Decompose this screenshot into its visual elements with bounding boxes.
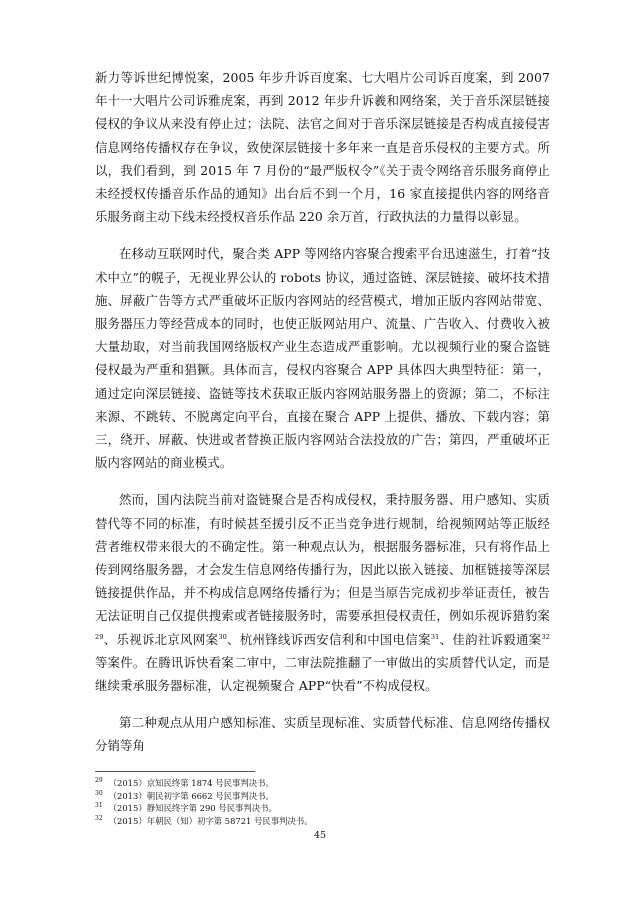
footnote-ref-31[interactable]: 31	[430, 632, 440, 641]
footnote-number: 31	[95, 802, 103, 810]
footnote-ref-30[interactable]: 30	[218, 632, 227, 641]
footnotes	[95, 777, 550, 827]
footnote-32	[95, 815, 550, 828]
footnote-number: 32	[95, 814, 103, 822]
footnote-31	[95, 802, 550, 815]
footnote-number: 29	[95, 777, 103, 785]
footnote-text: （2015）京知民终第 1874 号民事判决书。	[108, 778, 274, 788]
paragraph-3-text-d: 、佳韵社诉毅通案	[439, 631, 542, 647]
footnote-divider	[95, 771, 255, 772]
paragraph-4: 第二种观点从用户感知标准、实质呈现标准、实质替代标准、信息网络传播权分销等角	[95, 715, 550, 754]
footnote-text: （2015）年朝民（知）初字第 58721 号民事判决书。	[108, 815, 313, 826]
page-number: 45	[313, 830, 327, 841]
footnote-ref-29[interactable]: 29	[95, 632, 104, 641]
footnote-30	[95, 790, 550, 803]
footnote-number: 30	[95, 789, 103, 797]
footnote-ref-32[interactable]: 32	[541, 632, 550, 641]
footnote-text: （2015）静知民终字第 290 号民事判决书。	[108, 803, 277, 813]
footnote-text: （2013）朝民初字第 6662 号民事判决书。	[108, 790, 274, 801]
paragraph-1: 新力等诉世纪博悦案，2005 年步升诉百度案、七大唱片公司诉百度案，到 2007 年十一大唱片公司诉雅虎案，再到 2012 年步升诉羲和网络案，关于音乐深层链接侵权的争议从来没有停止过；法院、法官之间对于音乐深层链接是否构成直接侵害信息网络传播权存在争议，致使深层链接十多年来一直是音乐侵权的主要方式。所以，我们看到，到 2015 年 7 月份的“最严版权令”《关于责令网络音乐服务商停止未经授权传播音乐作品的通知》出台后不到一个月，16 家直接提供内容的网络音乐服务商主动下线未经授权音乐作品 220 余万首，行政执法的力量得以彰显。	[95, 70, 550, 225]
paragraph-3-text-c: 、杭州锋线诉西安信利和中国电信案	[226, 631, 431, 647]
footnote-29	[95, 777, 550, 790]
paragraph-2: 在移动互联网时代，聚合类 APP 等网络内容聚合搜索平台迅速滋生，打着“技术中立”的幌子，无视业界公认的 robots 协议，通过盗链、深层链接、破坏技术措施、屏蔽广告等方式严重破坏正版内容网站的经营模式，增加正版内容网站带宽、服务器压力等经营成本的同时，也使正版网站用户、流量、广告收入、付费收入被大量劫取，对当前我国网络版权产业生态造成严重影响。尤以视频行业的聚合盗链侵权最为严重和猖獗。具体而言，侵权内容聚合 APP 具体四大典型特征：第一，通过定向深层链接、盗链等技术获取正版内容网站服务器上的资源；第二，不标注来源、不跳转、不脱离定向平台，直接在聚合 APP 上提供、播放、下载内容；第三，绕开、屏蔽、快进或者替换正版内容网站合法投放的广告；第四，严重破坏正版内容网站的商业模式。	[95, 246, 550, 471]
paragraph-3-text-a: 然而，国内法院当前对盗链聚合是否构成侵权，秉持服务器、用户感知、实质替代等不同的标准，有时候甚至援引反不正当竞争进行规制，给视频网站等正版经营者维权带来很大的不确定性。第一种观点认为，根据服务器标准，只有将作品上传到网络服务器，才会发生信息网络传播行为，因此以嵌入链接、加框链接等深层链接提供作品，并不构成信息网络传播行为；但是当原告完成初步举证责任，被告无法证明自己仅提供搜索或者链接服务时，需要承担侵权责任，例如乐视诉猎豹案	[95, 492, 550, 624]
paragraph-3	[95, 488, 550, 697]
paragraph-3-text-e: 等案件。在腾讯诉快看案二审中，二审法院推翻了一审做出的实质替代认定，而是继续秉承服务器标准，认定视频聚合 APP“快看”不构成侵权。	[95, 654, 550, 694]
paragraph-3-text-b: 、乐视诉北京风网案	[103, 631, 219, 647]
document-body	[95, 66, 550, 758]
